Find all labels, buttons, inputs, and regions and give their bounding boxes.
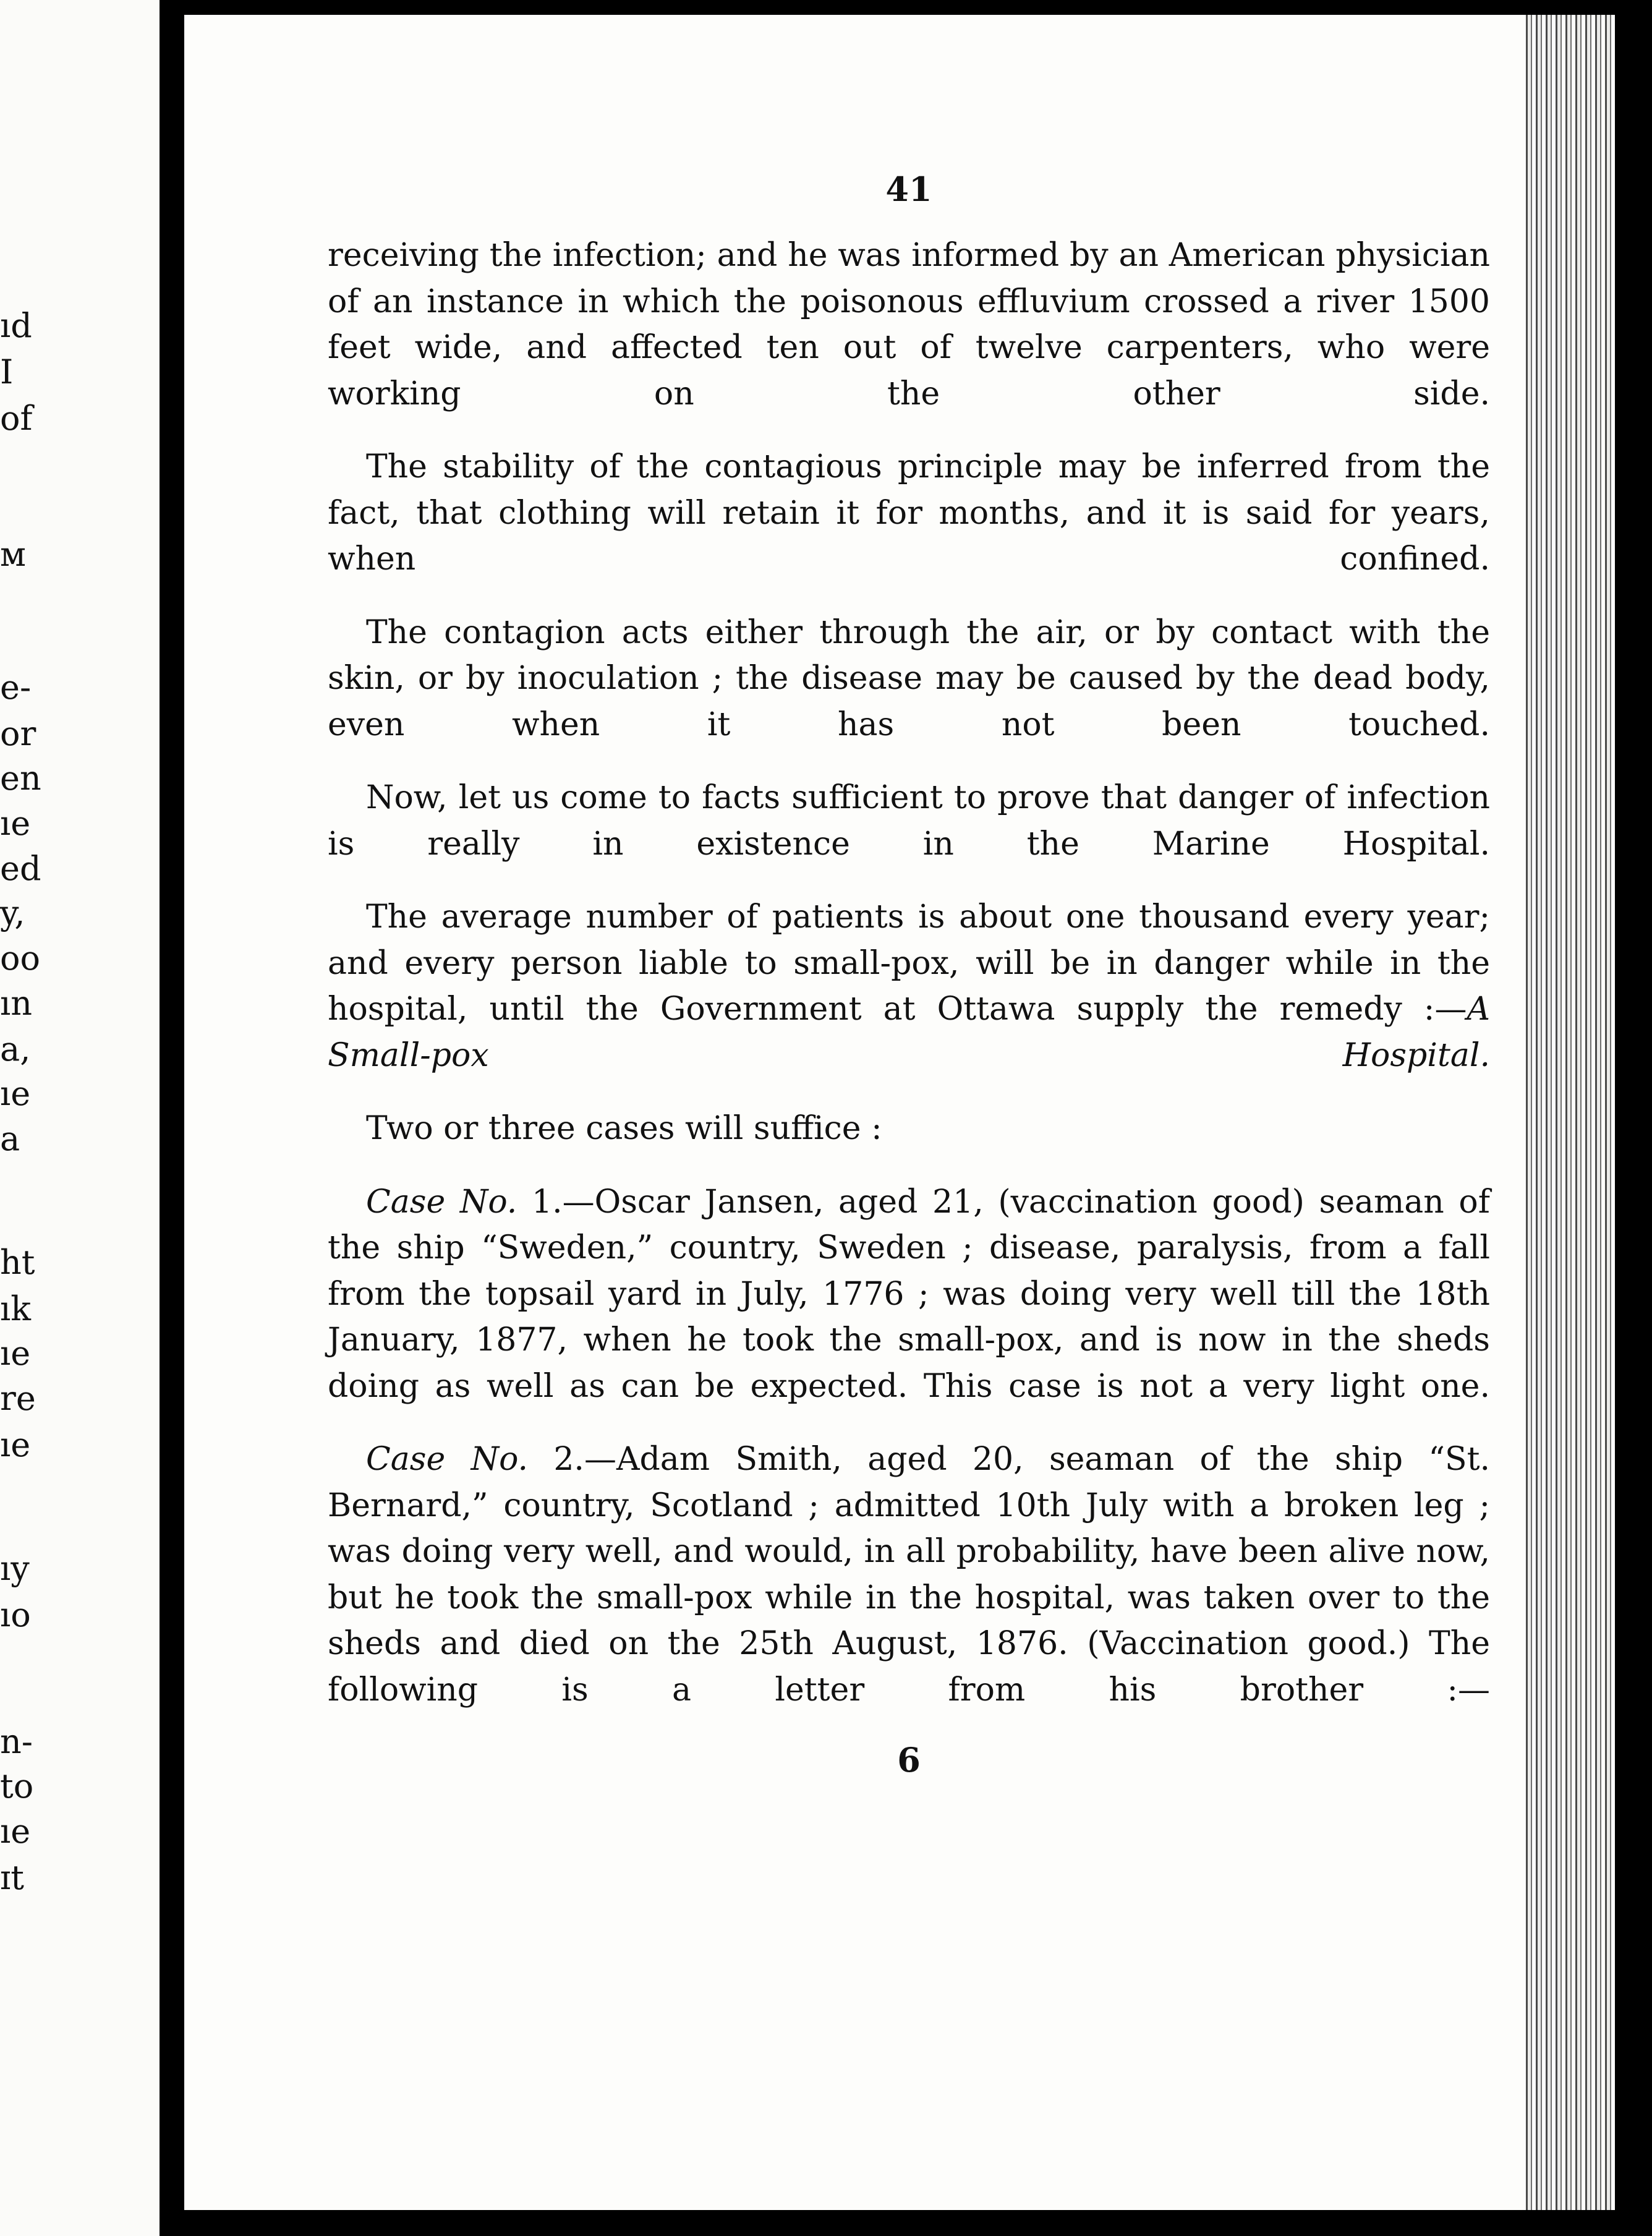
facing-page-fragment: n- (0, 1722, 33, 1761)
paragraph-6: Two or three cases will suffice : (366, 1110, 882, 1147)
facing-page-fragment: ıe (0, 1812, 31, 1851)
facing-page-fragment: ıe (0, 1425, 31, 1464)
case-1-label: Case No. (366, 1183, 517, 1221)
facing-page-fragment: ıe (0, 804, 31, 843)
paragraph-5 (328, 894, 1490, 1078)
facing-page-fragment: a (0, 1119, 20, 1158)
small-pox-hospital-phrase: A Small-pox Hospital. (328, 991, 1490, 1074)
facing-page-fragment: re (0, 1379, 36, 1418)
paragraph-4: Now, let us come to facts sufficient to prove that danger of infection is really in existence in the Marine Hospital. (328, 779, 1490, 863)
facing-page-fragment: a, (0, 1030, 31, 1069)
facing-page-fragment: y, (0, 894, 25, 932)
paragraph-1: receiving the infection; and he was informed by an American physician of an instance in which the poisonous effluvium crossed a river 1500 feet wide, and affected ten out of twelve carpenters, who were working on the other side. (328, 237, 1490, 412)
facing-page-fragment: ed (0, 849, 41, 888)
case-1-paragraph (328, 1179, 1490, 1410)
facing-page-fragment: ıy (0, 1549, 30, 1588)
page-stack-edge (1522, 15, 1615, 2210)
facing-page-fragment: ıe (0, 1074, 31, 1113)
facing-page-fragment: ık (0, 1289, 31, 1328)
signature-mark: 6 (897, 1740, 921, 1780)
facing-page-fragment: ıd (0, 306, 32, 345)
facing-page-fragment: e- (0, 668, 32, 707)
facing-page-fragment: of (0, 399, 33, 438)
facing-page-fragment: ᴍ (0, 535, 27, 574)
facing-page-edge (0, 0, 160, 2236)
facing-page-fragment: ɪt (0, 1858, 24, 1897)
paragraph-3: The contagion acts either through the air, or by contact with the skin, or by inoculation ; the disease may be caused by the dead body, even when it has not been touched. (328, 613, 1490, 743)
facing-page-fragment: ın (0, 984, 33, 1023)
case-2-text: 2.—Adam Smith, aged 20, seaman of the ship “St. Bernard,” country, Scotland ; admitted 10th July with a broken leg ; was doing very well, and would, in all probability, have been alive now, but he took the small-pox while in the hospital, was taken over to the sheds and died on the 25th August, 1876. (Vaccination good.) The following is a letter from his brother :— (328, 1441, 1490, 1709)
facing-page-fragment: en (0, 759, 41, 798)
book-gutter (160, 0, 184, 2236)
facing-page-fragment: ıe (0, 1334, 31, 1373)
facing-page-fragment: or (0, 714, 36, 753)
paragraph-2: The stability of the contagious principle may be inferred from the fact, that clothing will retain it for months, and it is said for years, when confined. (328, 448, 1490, 578)
text-block (328, 169, 1490, 1780)
page-number: 41 (885, 169, 932, 209)
page-body (184, 15, 1522, 2210)
facing-page-fragment: ht (0, 1243, 35, 1282)
paragraph-5-text: The average number of patients is about one thousand every year; and every person liable to small-pox, will be in danger while in the hospital, until the Government at Ottawa supply the remedy :— (328, 898, 1490, 1028)
case-2-label: Case No. (366, 1441, 529, 1478)
book-page (184, 15, 1615, 2210)
facing-page-fragment: oo (0, 939, 41, 978)
case-2-paragraph (328, 1436, 1490, 1713)
facing-page-fragment: ıo (0, 1595, 31, 1634)
facing-page-fragment: I (0, 352, 14, 391)
facing-page-fragment: to (0, 1767, 34, 1806)
case-1-text: 1.—Oscar Jansen, aged 21, (vaccination good) seaman of the ship “Sweden,” country, Sweden ; disease, paralysis, from a fall from the topsail yard in July, 1776 ; was doing very well till the 18th January, 1877, when he took the small-pox, and is now in the sheds doing as well as can be expected. This case is not a very light one. (328, 1183, 1490, 1405)
